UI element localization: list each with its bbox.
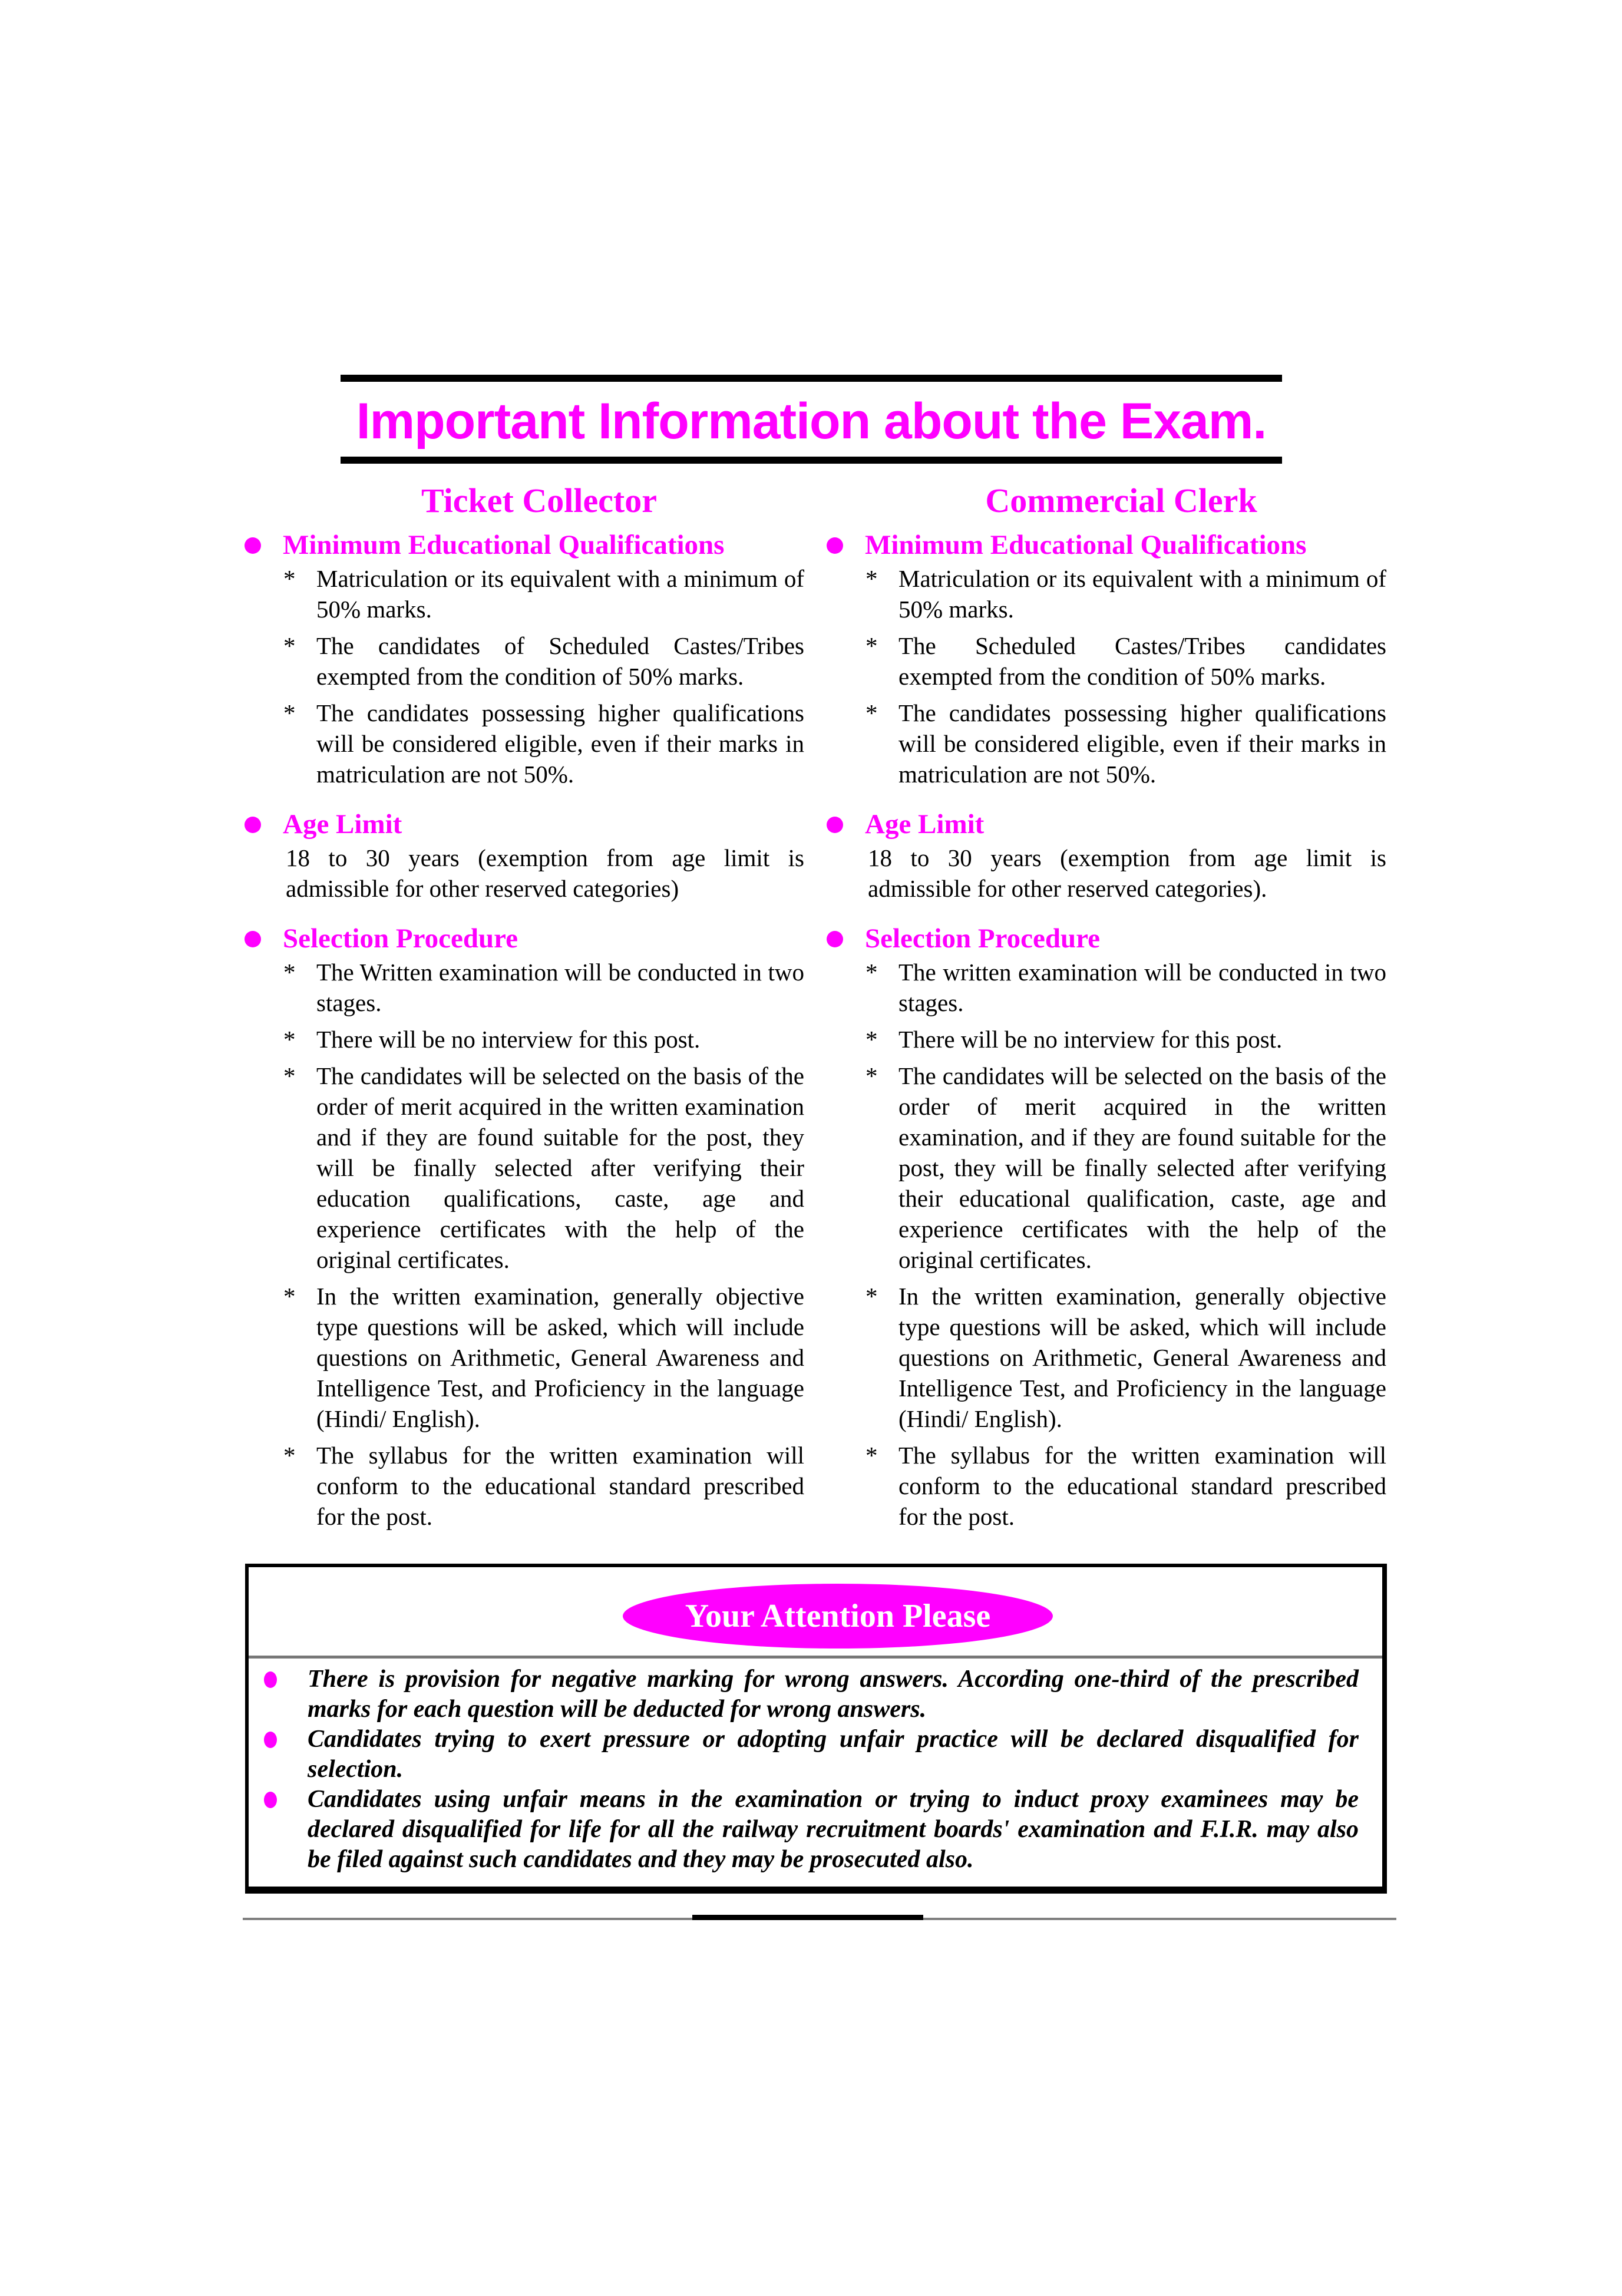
section-selection-procedure <box>821 920 1386 1532</box>
section-age-limit <box>821 806 1386 904</box>
list-item: * The syllabus for the written examination will conform to the educational standard prescribed for the post. <box>821 1440 1386 1532</box>
section-age-limit <box>239 806 804 904</box>
page-title: Important Information about the Exam. <box>356 393 1267 450</box>
section-heading: Age Limit <box>283 809 402 840</box>
asterisk-icon: * <box>865 632 878 659</box>
asterisk-icon: * <box>865 1442 878 1469</box>
list-item: * In the written examination, generally objective type questions will be asked, which will include questions on Arithmetic, General Awareness and Intelligence Test, and Proficiency in the language (Hindi/ English). <box>821 1281 1386 1434</box>
asterisk-icon: * <box>283 1026 296 1053</box>
list-item: * There will be no interview for this post. <box>821 1024 1386 1055</box>
bullet-dot-icon <box>245 537 261 554</box>
title-rule-top <box>341 375 1282 382</box>
ticket-collector-column <box>239 477 804 1548</box>
list-item: * Matriculation or its equivalent with a minimum of 50% marks. <box>239 563 804 625</box>
bullet-dot-icon <box>827 931 843 947</box>
section-selection-procedure <box>239 920 804 1532</box>
bullet-dot-icon <box>245 931 261 947</box>
list-item: * There will be no interview for this post. <box>239 1024 804 1055</box>
attention-item: Candidates trying to exert pressure or adopting unfair practice will be declared disqualified for selection. <box>249 1725 1382 1785</box>
asterisk-icon: * <box>283 959 296 986</box>
section-heading: Selection Procedure <box>283 923 518 954</box>
age-limit-text: 18 to 30 years (exemption from age limit is admissible for other reserved categories) <box>286 844 804 902</box>
section-heading: Minimum Educational Qualifications <box>283 530 725 560</box>
list-item: * The candidates of Scheduled Castes/Tribes exempted from the condition of 50% marks. <box>239 630 804 692</box>
bullet-dot-icon <box>827 817 843 833</box>
section-qualifications <box>239 527 804 789</box>
asterisk-icon: * <box>283 1283 296 1310</box>
list-item: * The Scheduled Castes/Tribes candidates exempted from the condition of 50% marks. <box>821 630 1386 692</box>
asterisk-icon: * <box>283 565 296 592</box>
asterisk-icon: * <box>283 1062 296 1089</box>
asterisk-icon: * <box>865 1283 878 1310</box>
bullet-dot-icon <box>827 537 843 554</box>
bullet-dot-icon <box>264 1671 277 1688</box>
column-heading: Ticket Collector <box>421 481 657 520</box>
attention-item: Candidates using unfair means in the examination or trying to induct proxy examinees may be declared disqualified for life for all the railway recruitment boards' examination and F.I.R. may also be filed against such candidates and they may be prosecuted also. <box>249 1785 1382 1875</box>
section-heading: Minimum Educational Qualifications <box>865 530 1307 560</box>
asterisk-icon: * <box>283 632 296 659</box>
list-item: * The candidates will be selected on the basis of the order of merit acquired in the written examination, and if they are found suitable for the post, they will be finally selected after verifying their educational qualification, caste, age and experience certificates with the help of the original certificates. <box>821 1061 1386 1275</box>
attention-badge: Your Attention Please <box>623 1584 1053 1649</box>
title-rule-bottom <box>341 457 1282 464</box>
age-limit-text: 18 to 30 years (exemption from age limit is admissible for other reserved categories). <box>868 844 1386 902</box>
list-item: * Matriculation or its equivalent with a minimum of 50% marks. <box>821 563 1386 625</box>
attention-box <box>245 1564 1387 1894</box>
asterisk-icon: * <box>865 959 878 986</box>
asterisk-icon: * <box>865 1062 878 1089</box>
section-heading: Age Limit <box>865 809 985 840</box>
attention-divider <box>249 1656 1382 1659</box>
column-heading: Commercial Clerk <box>985 481 1257 520</box>
asterisk-icon: * <box>865 565 878 592</box>
bullet-dot-icon <box>264 1792 277 1808</box>
asterisk-icon: * <box>865 1026 878 1053</box>
commercial-clerk-column <box>821 477 1386 1548</box>
list-item: * The Written examination will be conducted in two stages. <box>239 957 804 1018</box>
attention-item: There is provision for negative marking for wrong answers. According one-third of the prescribed marks for each question will be deducted for wrong answers. <box>249 1664 1382 1725</box>
list-item: * In the written examination, generally objective type questions will be asked, which will include questions on Arithmetic, General Awareness and Intelligence Test, and Proficiency in the language (Hindi/ English). <box>239 1281 804 1434</box>
asterisk-icon: * <box>283 1442 296 1469</box>
list-item: * The candidates possessing higher qualifications will be considered eligible, even if their marks in matriculation are not 50%. <box>239 698 804 789</box>
list-item: * The candidates will be selected on the basis of the order of merit acquired in the written examination and if they are found suitable for the post, they will be finally selected after verifying their education qualifications, caste, age and experience certificates with the help of the original certificates. <box>239 1061 804 1275</box>
footer-bar <box>692 1915 923 1920</box>
section-heading: Selection Procedure <box>865 923 1100 954</box>
bullet-dot-icon <box>245 817 261 833</box>
bullet-dot-icon <box>264 1732 277 1748</box>
list-item: * The written examination will be conducted in two stages. <box>821 957 1386 1018</box>
asterisk-icon: * <box>283 699 296 726</box>
list-item: * The candidates possessing higher qualifications will be considered eligible, even if their marks in matriculation are not 50%. <box>821 698 1386 789</box>
list-item: * The syllabus for the written examination will conform to the educational standard prescribed for the post. <box>239 1440 804 1532</box>
section-qualifications <box>821 527 1386 789</box>
asterisk-icon: * <box>865 699 878 726</box>
